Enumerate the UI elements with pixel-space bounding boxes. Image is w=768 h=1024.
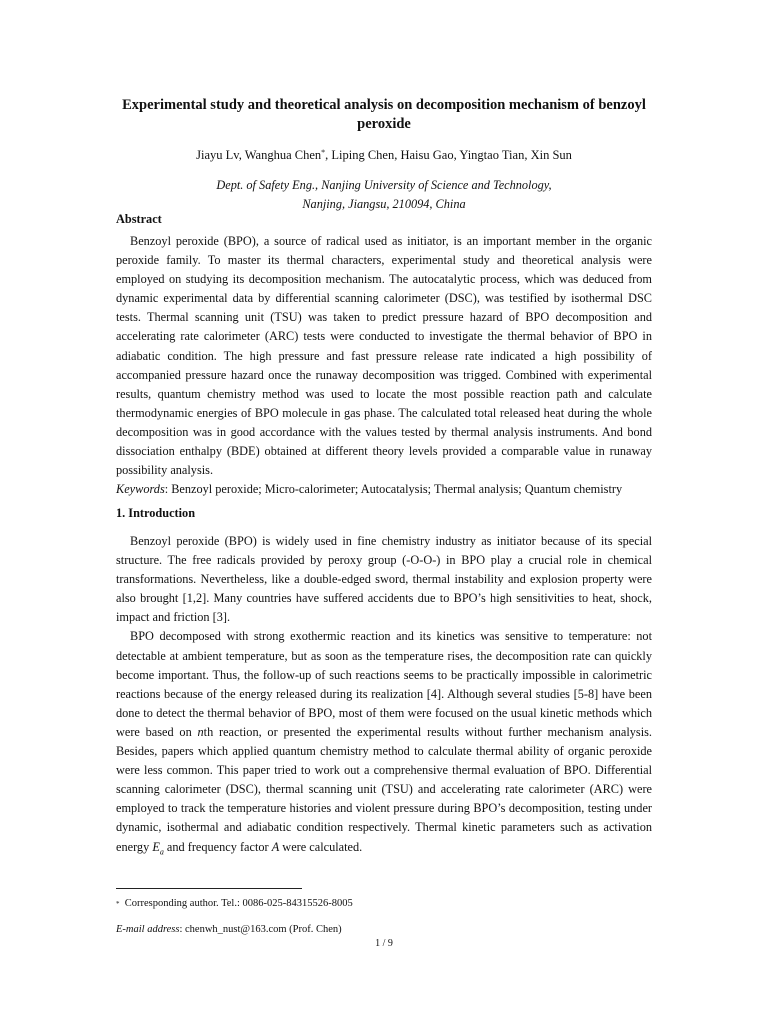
footnote-rule xyxy=(116,888,302,889)
intro-p2-part-c: and frequency factor xyxy=(163,839,272,854)
intro-p2-A-italic: A xyxy=(271,839,280,854)
keywords-label: Keywords xyxy=(116,482,165,497)
affiliation-line-2: Nanjing, Jiangsu, 210094, China xyxy=(302,197,466,211)
footnote xyxy=(116,897,353,911)
intro-p2-part-a: BPO decomposed with strong exothermic reaction and its kinetics was sensitive to temperature: not detectable at ambient temperature, but as soon as the temperature rises, the decomposition rate can quickly become important. Thus, the follow-up of such reactions seems to be practically impossible in calorimetric reactions because of the energy released during its realization [4]. Although several studies [5-8] have been done to detect the thermal behavior of BPO, most of them were focused on the usual kinetic methods which were based on xyxy=(116,629,652,739)
intro-p2-part-b: th reaction, or presented the experimental results without further mechanism analysis. Besides, papers which applied quantum chemistry method to calculate thermal ability of organic peroxide were less common. This paper tried to work out a comprehensive thermal evaluation of BPO. Differential scanning calorimeter (DSC), thermal scanning unit (TSU) and accelerating rate calorimeter (ARC) were employed to track the temperature histories and violent pressure during BPO’s decomposition, testing under dynamic, isothermal and adiabatic condition respectively. Thermal kinetic parameters such as activation energy xyxy=(116,724,652,854)
intro-paragraph-1: Benzoyl peroxide (BPO) is widely used in fine chemistry industry as initiator because of its special structure. The free radicals provided by peroxy group (-O-O-) in BPO play a crucial role in chemical transformations. Nevertheless, like a double-edged sword, thermal instability and explosion property were also brought [1,2]. Many countries have suffered accidents due to BPO’s high sensitivities to heat, shock, impact and friction [3]. xyxy=(116,534,652,625)
introduction-heading: 1. Introduction xyxy=(116,506,196,520)
footnote-mark: * xyxy=(116,900,120,908)
affiliation xyxy=(116,176,652,214)
abstract-text: Benzoyl peroxide (BPO), a source of radical used as initiator, is an important member in the organic peroxide family. To master its thermal characters, experimental study and theoretical analysis were employed on studying its decomposition mechanism. The autocatalytic process, which was deduced from dynamic experimental data by differential scanning calorimeter (DSC), was testified by isothermal DSC tests. Thermal scanning unit (TSU) was taken to predict pressure hazard of BPO decomposition and accelerating rate calorimeter (ARC) tests were conducted to investigate the thermal behavior of BPO in adiabatic condition. The high pressure and fast pressure release rate indicated a high possibility of accompanied pressure hazard once the runaway decomposition was trigged. Combined with experimental results, quantum chemistry method was used to locate the most possible reaction path and calculate thermodynamic energies of BPO molecule in gas phase. The calculated total released heat during the whole decomposition was in good accordance with the values tested by thermal analysis instruments. And bond dissociation enthalpy (BDE) obtained at different theory levels provided a comparable value in runaway possibility analysis. xyxy=(116,234,652,478)
email-line xyxy=(116,923,342,937)
email-text: : chenwh_nust@163.com (Prof. Chen) xyxy=(179,924,342,935)
intro-p2-E-italic: E xyxy=(152,839,160,854)
abstract-section xyxy=(116,232,652,499)
introduction-section xyxy=(116,532,652,861)
abstract-heading: Abstract xyxy=(116,212,162,226)
intro-paragraph-2 xyxy=(116,627,652,861)
authors-before-mark: Jiayu Lv, Wanghua Chen xyxy=(196,148,322,162)
affiliation-line-1: Dept. of Safety Eng., Nanjing University of Science and Technology, xyxy=(216,178,552,192)
intro-p2-n-italic: n xyxy=(197,724,204,739)
authors-after-mark: , Liping Chen, Haisu Gao, Yingtao Tian, Xin Sun xyxy=(325,148,572,162)
keywords-text: : Benzoyl peroxide; Micro-calorimeter; Autocatalysis; Thermal analysis; Quantum chemistry xyxy=(164,482,623,497)
email-label: E-mail address xyxy=(116,924,180,935)
intro-p2-part-d: were calculated. xyxy=(279,839,363,854)
keywords-line xyxy=(116,480,652,499)
footnote-text: Corresponding author. Tel.: 0086-025-84315526-8005 xyxy=(124,898,353,909)
paper-title: Experimental study and theoretical analysis on decomposition mechanism of benzoyl peroxide xyxy=(122,97,646,132)
author-list xyxy=(116,147,652,163)
intro-p2-a-subscript: a xyxy=(159,846,164,856)
page-number: 1 / 9 xyxy=(375,938,393,949)
corresponding-author-mark: * xyxy=(321,148,326,157)
